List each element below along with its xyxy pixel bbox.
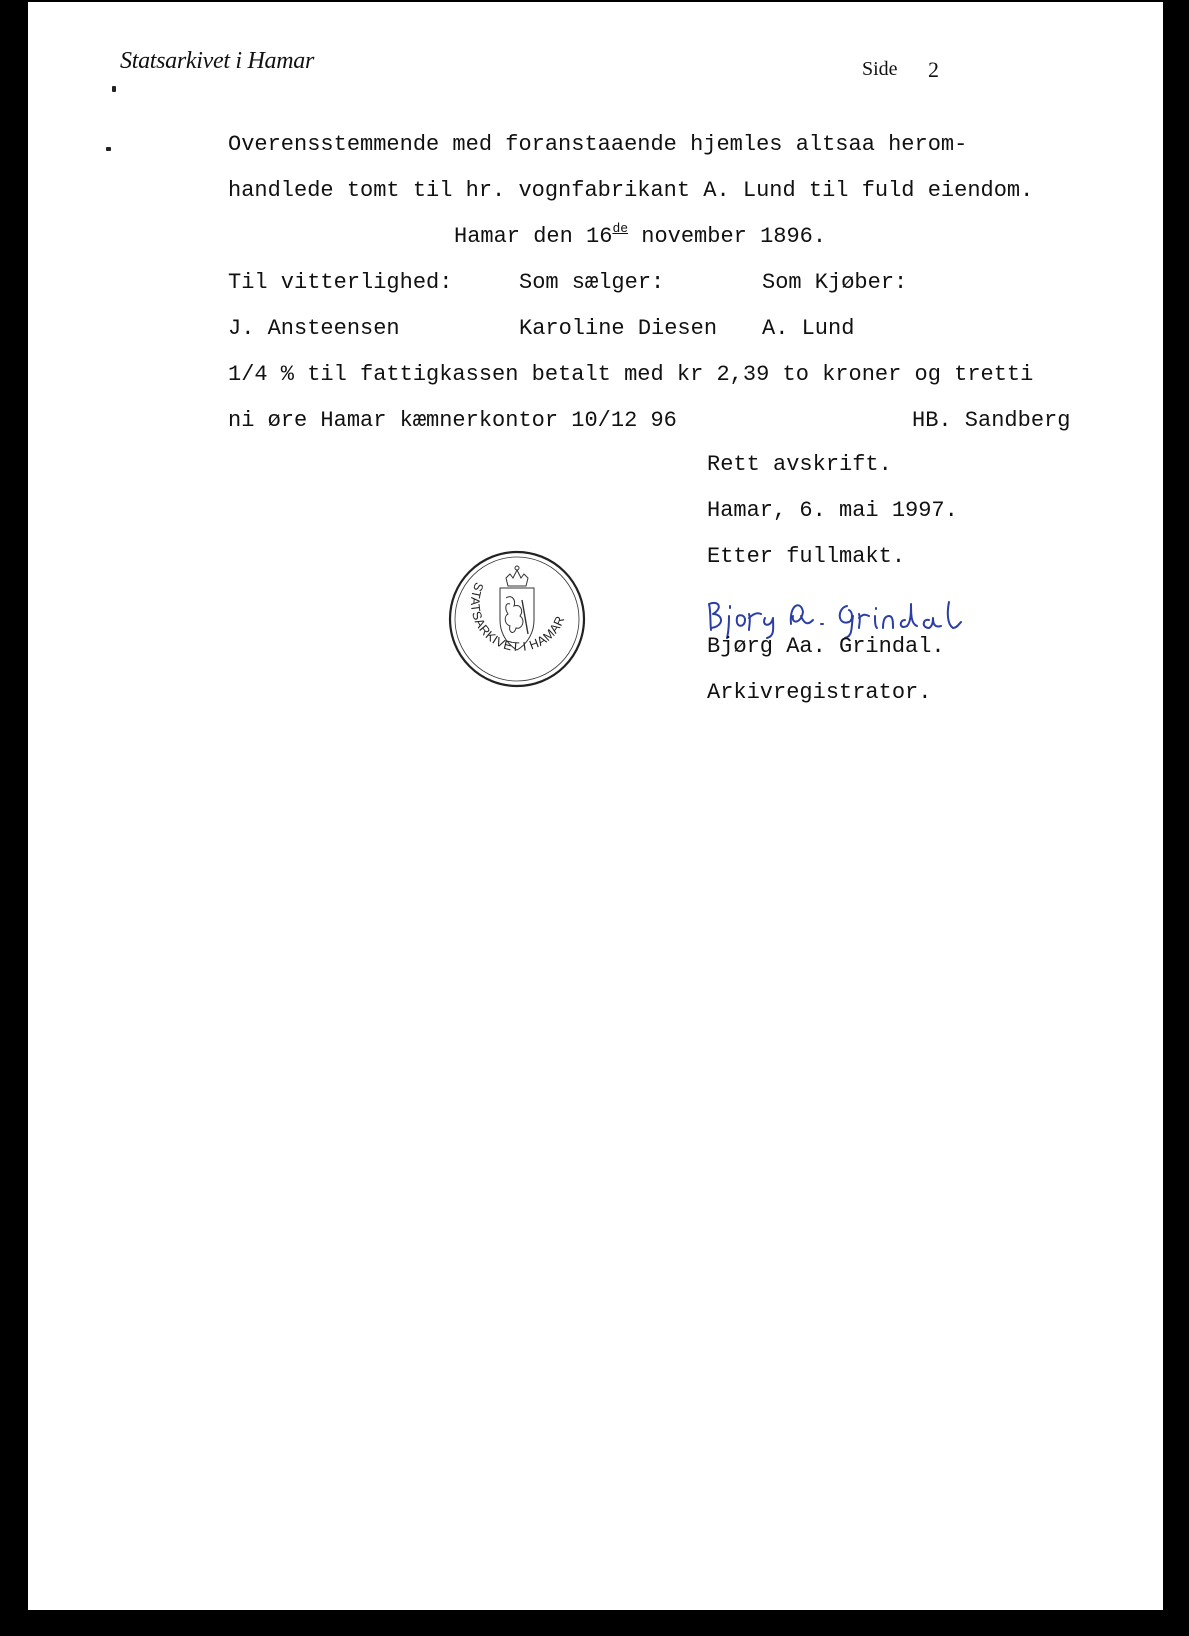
certification-line-1: Rett avskrift. xyxy=(707,452,892,477)
body-line-1: Overensstemmende med foranstaaende hjemles altsaa herom- xyxy=(228,132,968,157)
archive-seal xyxy=(448,550,586,688)
date-prefix: Hamar den 16 xyxy=(454,224,613,249)
archive-name: Statsarkivet i Hamar xyxy=(120,48,314,74)
fee-signer: HB. Sandberg xyxy=(912,408,1071,433)
fee-line-2: ni øre Hamar kæmnerkontor 10/12 96 xyxy=(228,408,677,433)
body-line-2: handlede tomt til hr. vognfabrikant A. Lund til fuld eiendom. xyxy=(228,178,1034,203)
certification-line-2: Hamar, 6. mai 1997. xyxy=(707,498,958,523)
date-line xyxy=(454,221,827,252)
date-suffix: november 1896. xyxy=(628,224,827,249)
margin-mark xyxy=(112,86,116,92)
certification-line-3: Etter fullmakt. xyxy=(707,544,906,569)
buyer-label: Som Kjøber: xyxy=(762,270,908,295)
document-page xyxy=(28,2,1163,1610)
seller-label: Som sælger: xyxy=(519,270,665,295)
svg-text:STATSARKIVET I HAMAR: STATSARKIVET I HAMAR xyxy=(467,580,568,655)
witness-label: Til vitterlighed: xyxy=(228,270,453,295)
fee-line-1: 1/4 % til fattigkassen betalt med kr 2,39 to kroner og tretti xyxy=(228,362,1034,387)
certifier-name: Bjørg Aa. Grindal. xyxy=(707,634,945,659)
buyer-name: A. Lund xyxy=(762,316,855,341)
date-superscript: de xyxy=(612,221,629,236)
page-number: 2 xyxy=(928,57,939,82)
seller-name: Karoline Diesen xyxy=(519,316,718,341)
page-label: Side xyxy=(862,58,898,80)
margin-mark xyxy=(106,147,111,151)
certifier-title: Arkivregistrator. xyxy=(707,680,932,705)
witness-name: J. Ansteensen xyxy=(228,316,400,341)
